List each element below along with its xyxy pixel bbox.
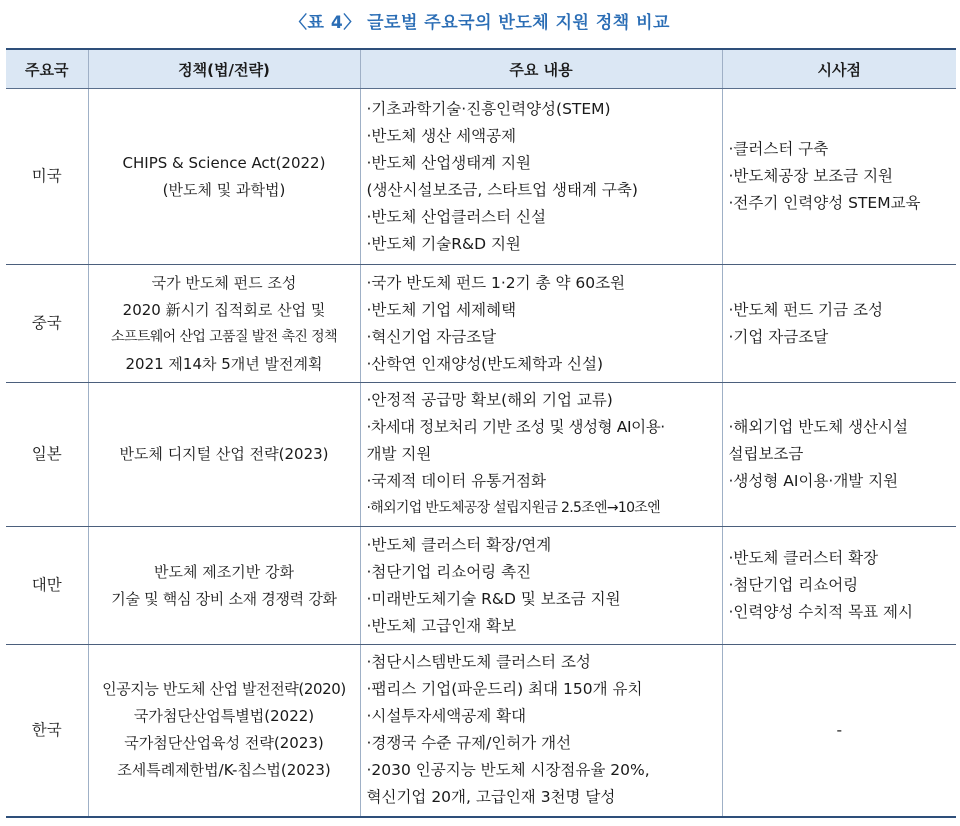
implication-line: ·첨단기업 리쇼어링 — [728, 576, 859, 594]
content-line: 개발 지원 — [366, 445, 432, 463]
header-row — [6, 49, 956, 89]
content-line: ·반도체 고급인재 확보 — [366, 616, 517, 635]
content-cell — [360, 383, 722, 527]
table-row — [6, 645, 956, 817]
policy-line: 2021 제14차 5개년 발전계획 — [125, 354, 323, 373]
content-line: ·팹리스 기업(파운드리) 최대 150개 유치 — [366, 680, 643, 699]
implication-line: ·반도체공장 보조금 지원 — [728, 167, 894, 185]
content-line: ·기초과학기술·진흥인력양성(STEM) — [366, 99, 611, 118]
header-implication: 시사점 — [722, 49, 956, 89]
country-cell: 대만 — [6, 527, 88, 645]
content-line: ·국가 반도체 펀드 1·2기 총 약 60조원 — [366, 273, 626, 292]
content-line: ·안정적 공급망 확보(해외 기업 교류) — [366, 391, 613, 409]
content-line: ·시설투자세액공제 확대 — [366, 707, 527, 726]
content-line: ·국제적 데이터 유통거점화 — [366, 472, 546, 490]
policy-line: 조세특례제한법/K-칩스법(2023) — [117, 761, 331, 780]
header-content: 주요 내용 — [360, 49, 722, 89]
content-line: ·혁신기업 자금조달 — [366, 327, 497, 346]
content-cell — [360, 527, 722, 645]
header-policy: 정책(법/전략) — [88, 49, 360, 89]
table-title: 〈표 4〉 글로벌 주요국의 반도체 지원 정책 비교 — [290, 13, 670, 33]
policy-line: 국가첨단산업육성 전략(2023) — [124, 734, 324, 753]
content-line: ·미래반도체기술 R&D 및 보조금 지원 — [366, 589, 621, 608]
implication-cell — [722, 383, 956, 527]
country-cell: 일본 — [6, 383, 88, 527]
policy-cell — [88, 383, 360, 527]
implication-line: ·인력양성 수치적 목표 제시 — [728, 603, 913, 621]
implication-line: ·생성형 AI이용·개발 지원 — [728, 472, 899, 490]
table-row — [6, 383, 956, 527]
content-cell — [360, 265, 722, 383]
content-line: ·반도체 산업클러스터 신설 — [366, 207, 546, 226]
policy-comparison-table — [6, 48, 956, 818]
table-row — [6, 265, 956, 383]
content-line: ·첨단기업 리쇼어링 촉진 — [366, 562, 532, 581]
content-cell — [360, 645, 722, 817]
content-line: ·반도체 생산 세액공제 — [366, 126, 517, 145]
policy-line: 반도체 제조기반 강화 — [154, 562, 294, 581]
country-cell: 한국 — [6, 645, 88, 817]
table-row — [6, 527, 956, 645]
implication-line: 설립보조금 — [728, 445, 804, 463]
policy-cell — [88, 265, 360, 383]
implication-line: ·클러스터 구축 — [728, 140, 829, 158]
content-line: ·차세대 정보처리 기반 조성 및 생성형 AI이용· — [366, 418, 665, 436]
content-line: ·2030 인공지능 반도체 시장점유율 20%, — [366, 761, 650, 780]
implication-cell — [722, 265, 956, 383]
implication-line: - — [836, 720, 843, 739]
implication-line: ·반도체 클러스터 확장 — [728, 549, 879, 567]
policy-line: CHIPS & Science Act(2022) — [122, 153, 326, 172]
content-line: ·반도체 기술R&D 지원 — [366, 234, 521, 253]
content-line: ·경쟁국 수준 규제/인허가 개선 — [366, 734, 572, 753]
content-line: (생산시설보조금, 스타트업 생태계 구축) — [366, 180, 638, 199]
policy-line: 국가 반도체 펀드 조성 — [151, 273, 297, 292]
implication-line: ·기업 자금조달 — [728, 327, 829, 346]
table-row — [6, 89, 956, 265]
implication-line: ·해외기업 반도체 생산시설 — [728, 418, 908, 436]
content-line: ·반도체 산업생태계 지원 — [366, 153, 532, 172]
implication-cell — [722, 527, 956, 645]
content-cell — [360, 89, 722, 265]
content-line: ·반도체 기업 세제혜택 — [366, 300, 517, 319]
policy-cell — [88, 645, 360, 817]
content-line: ·첨단시스템반도체 클러스터 조성 — [366, 653, 591, 672]
policy-line: 반도체 디지털 산업 전략(2023) — [119, 445, 329, 463]
policy-line: 인공지능 반도체 산업 발전전략(2020) — [102, 680, 346, 699]
policy-cell — [88, 89, 360, 265]
policy-line: 2020 新시기 집적회로 산업 및 — [122, 300, 326, 319]
policy-line: 기술 및 핵심 장비 소재 경쟁력 강화 — [111, 589, 337, 608]
implication-line: ·반도체 펀드 기금 조성 — [728, 300, 883, 319]
policy-line: 소프트웨어 산업 고품질 발전 촉진 정책 — [110, 328, 338, 345]
content-line: ·산학연 인재양성(반도체학과 신설) — [366, 354, 603, 373]
header-country: 주요국 — [6, 49, 88, 89]
content-line: ·반도체 클러스터 확장/연계 — [366, 535, 552, 554]
policy-cell — [88, 527, 360, 645]
country-cell: 미국 — [6, 89, 88, 265]
implication-cell — [722, 645, 956, 817]
policy-line: 국가첨단산업특별법(2022) — [133, 707, 315, 726]
implication-line: ·전주기 인력양성 STEM교육 — [728, 194, 921, 212]
policy-line: (반도체 및 과학법) — [162, 180, 286, 199]
content-line: ·해외기업 반도체공장 설립지원금 2.5조엔→10조엔 — [366, 500, 660, 516]
implication-cell — [722, 89, 956, 265]
content-line: 혁신기업 20개, 고급인재 3천명 달성 — [366, 788, 616, 807]
country-cell: 중국 — [6, 265, 88, 383]
